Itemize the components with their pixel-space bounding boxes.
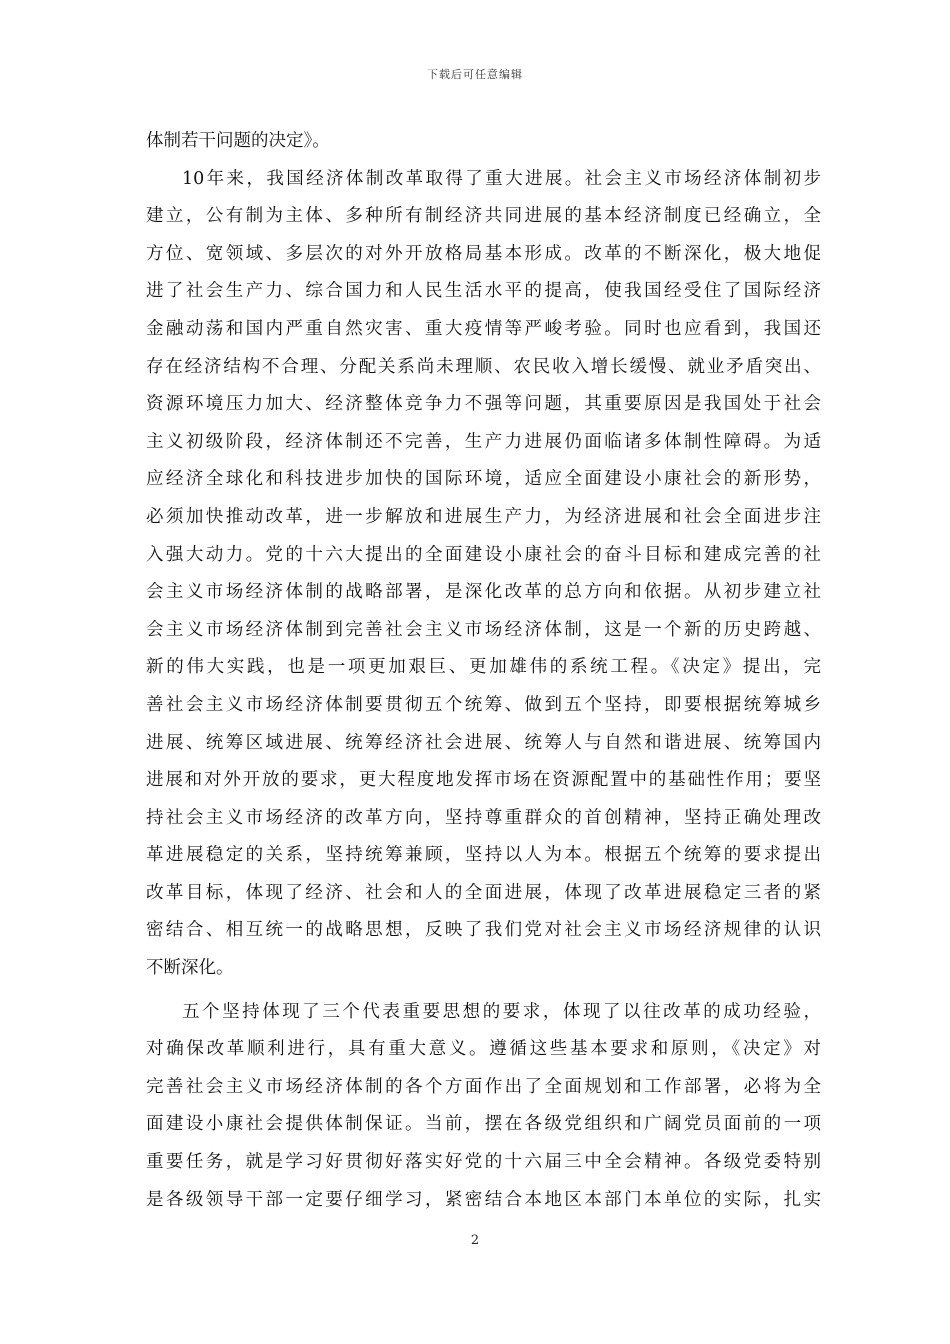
text-line: 密结合、相互统一的战略思想，反映了我们党对社会主义市场经济规律的认识 xyxy=(146,920,821,941)
text-line: 会主义市场经济体制的战略部署，是深化改革的总方向和依据。从初步建立社 xyxy=(146,582,821,603)
text-line: 进展、统筹区域进展、统筹经济社会进展、统筹人与自然和谐进展、统筹国内 xyxy=(146,732,821,753)
text-line: 存在经济结构不合理、分配关系尚未理顺、农民收入增长缓慢、就业矛盾突出、 xyxy=(146,356,821,377)
text-line: 新的伟大实践，也是一项更加艰巨、更加雄伟的系统工程。《决定》提出，完 xyxy=(146,657,821,678)
text-line: 资源环境压力加大、经济整体竞争力不强等问题，其重要原因是我国处于社会 xyxy=(146,394,821,415)
text-line: 金融动荡和国内严重自然灾害、重大疫情等严峻考验。同时也应看到，我国还 xyxy=(146,318,821,339)
text-line: 方位、宽领域、多层次的对外开放格局基本形成。改革的不断深化，极大地促 xyxy=(146,243,821,264)
text-line: 不断深化。 xyxy=(146,958,234,979)
text-line: 完善社会主义市场经济体制的各个方面作出了全面规划和工作部署，必将为全 xyxy=(146,1076,821,1097)
text-line: 对确保改革顺利进行，具有重大意义。遵循这些基本要求和原则，《决定》对 xyxy=(146,1039,821,1060)
text-line: 主义初级阶段，经济体制还不完善，生产力进展仍面临诸多体制性障碍。为适 xyxy=(146,431,821,452)
text-line: 会主义市场经济体制到完善社会主义市场经济体制，这是一个新的历史跨越、 xyxy=(146,619,821,640)
text-line: 入强大动力。党的十六大提出的全面建设小康社会的奋斗目标和建成完善的社 xyxy=(146,544,821,565)
text-line: 体制若干问题的决定》。 xyxy=(146,131,330,151)
text-line: 10年来，我国经济体制改革取得了重大进展。社会主义市场经济体制初步 xyxy=(182,168,821,189)
text-line: 善社会主义市场经济体制要贯彻五个统筹、做到五个坚持，即要根据统筹城乡 xyxy=(146,694,821,715)
page-number: 2 xyxy=(470,1233,480,1248)
paragraph-continuation xyxy=(146,123,821,161)
body-text xyxy=(146,123,821,1219)
text-line: 进展和对外开放的要求，更大程度地发挥市场在资源配置中的基础性作用；要坚 xyxy=(146,770,821,791)
paragraph-reform-progress xyxy=(146,161,821,988)
text-line: 五个坚持体现了三个代表重要思想的要求，体现了以往改革的成功经验， xyxy=(182,1001,821,1022)
text-line: 建立，公有制为主体、多种所有制经济共同进展的基本经济制度已经确立，全 xyxy=(146,206,821,227)
text-line: 革进展稳定的关系，坚持统筹兼顾，坚持以人为本。根据五个统筹的要求提出 xyxy=(146,845,821,866)
text-line: 必须加快推动改革，进一步解放和进展生产力，为经济进展和社会全面进步注 xyxy=(146,506,821,527)
text-line: 面建设小康社会提供体制保证。当前，摆在各级党组织和广阔党员面前的一项 xyxy=(146,1114,821,1135)
paragraph-five-persistences xyxy=(146,994,821,1220)
text-line: 应经济全球化和科技进步加快的国际环境，适应全面建设小康社会的新形势， xyxy=(146,469,821,490)
text-line: 持社会主义市场经济的改革方向，坚持尊重群众的首创精神，坚持正确处理改 xyxy=(146,807,821,828)
text-line: 进了社会生产力、综合国力和人民生活水平的提高，使我国经受住了国际经济 xyxy=(146,281,821,302)
text-line: 是各级领导干部一定要仔细学习，紧密结合本地区本部门本单位的实际，扎实 xyxy=(146,1189,821,1210)
text-line: 改革目标，体现了经济、社会和人的全面进展，体现了改革进展稳定三者的紧 xyxy=(146,882,821,903)
page-header: 下载后可任意编辑 xyxy=(427,68,523,81)
text-line: 重要任务，就是学习好贯彻好落实好党的十六届三中全会精神。各级党委特别 xyxy=(146,1152,821,1173)
